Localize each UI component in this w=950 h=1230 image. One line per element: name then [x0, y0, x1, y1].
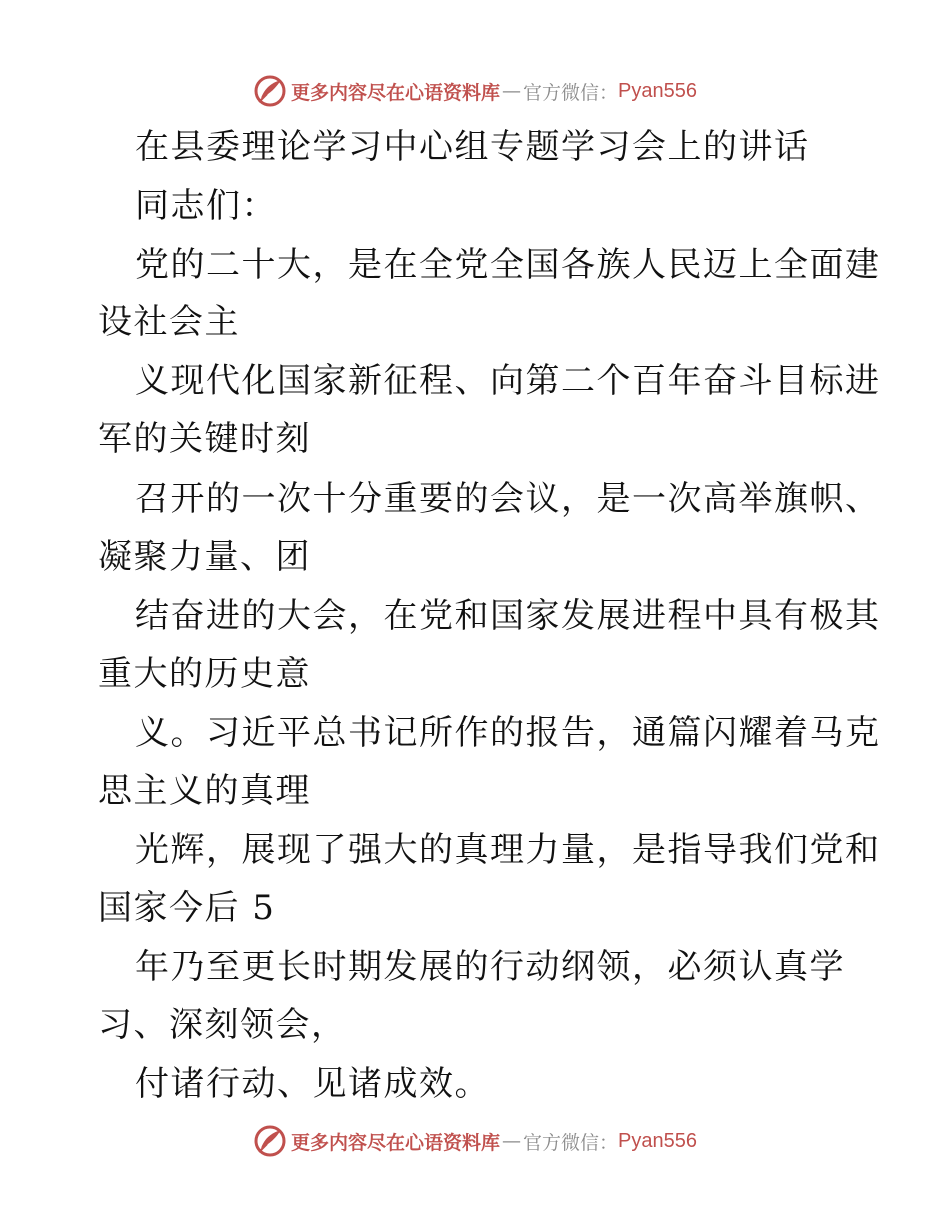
text-line: 凝聚力量、团 [98, 537, 311, 577]
text-line: 结奋进的大会，在党和国家发展进程中具有极其 [135, 596, 881, 636]
watermark-wechat-label: 官方微信： [523, 1131, 619, 1154]
watermark-dash: — [502, 1130, 522, 1152]
text-line: 重大的历史意 [98, 654, 311, 694]
watermark-wechat-label: 官方微信： [523, 81, 619, 104]
text-line: 军的关键时刻 [98, 419, 311, 459]
salutation: 同志们： [135, 186, 277, 226]
text-line: 党的二十大，是在全党全国各族人民迈上全面建 [135, 245, 881, 285]
watermark-dash: — [502, 80, 522, 102]
text-line: 义现代化国家新征程、向第二个百年奋斗目标进 [135, 361, 881, 401]
text-line: 年乃至更长时期发展的行动纲领，必须认真学 [135, 947, 845, 987]
quill-logo-icon [253, 74, 287, 108]
text-line: 习、深刻领会， [98, 1005, 347, 1045]
text-line: 光辉，展现了强大的真理力量，是指导我们党和 [135, 830, 881, 870]
footer-watermark [0, 1121, 950, 1161]
text-line: 设社会主 [98, 302, 240, 342]
text-line: 国家今后 5 [98, 888, 276, 928]
text-line: 付诸行动、见诸成效。 [135, 1064, 490, 1104]
quill-logo-icon [253, 1124, 287, 1158]
text-line: 义。习近平总书记所作的报告，通篇闪耀着马克 [135, 713, 881, 753]
document-title: 在县委理论学习中心组专题学习会上的讲话 [135, 127, 810, 167]
watermark-wechat-id: Pyan556 [618, 1129, 697, 1152]
watermark-wechat-id: Pyan556 [618, 79, 697, 102]
text-line: 思主义的真理 [98, 771, 311, 811]
text-line: 召开的一次十分重要的会议，是一次高举旗帜、 [135, 479, 881, 519]
watermark-brand: 更多内容尽在心语资料库 [291, 81, 501, 104]
header-watermark [0, 71, 950, 111]
watermark-brand: 更多内容尽在心语资料库 [291, 1131, 501, 1154]
